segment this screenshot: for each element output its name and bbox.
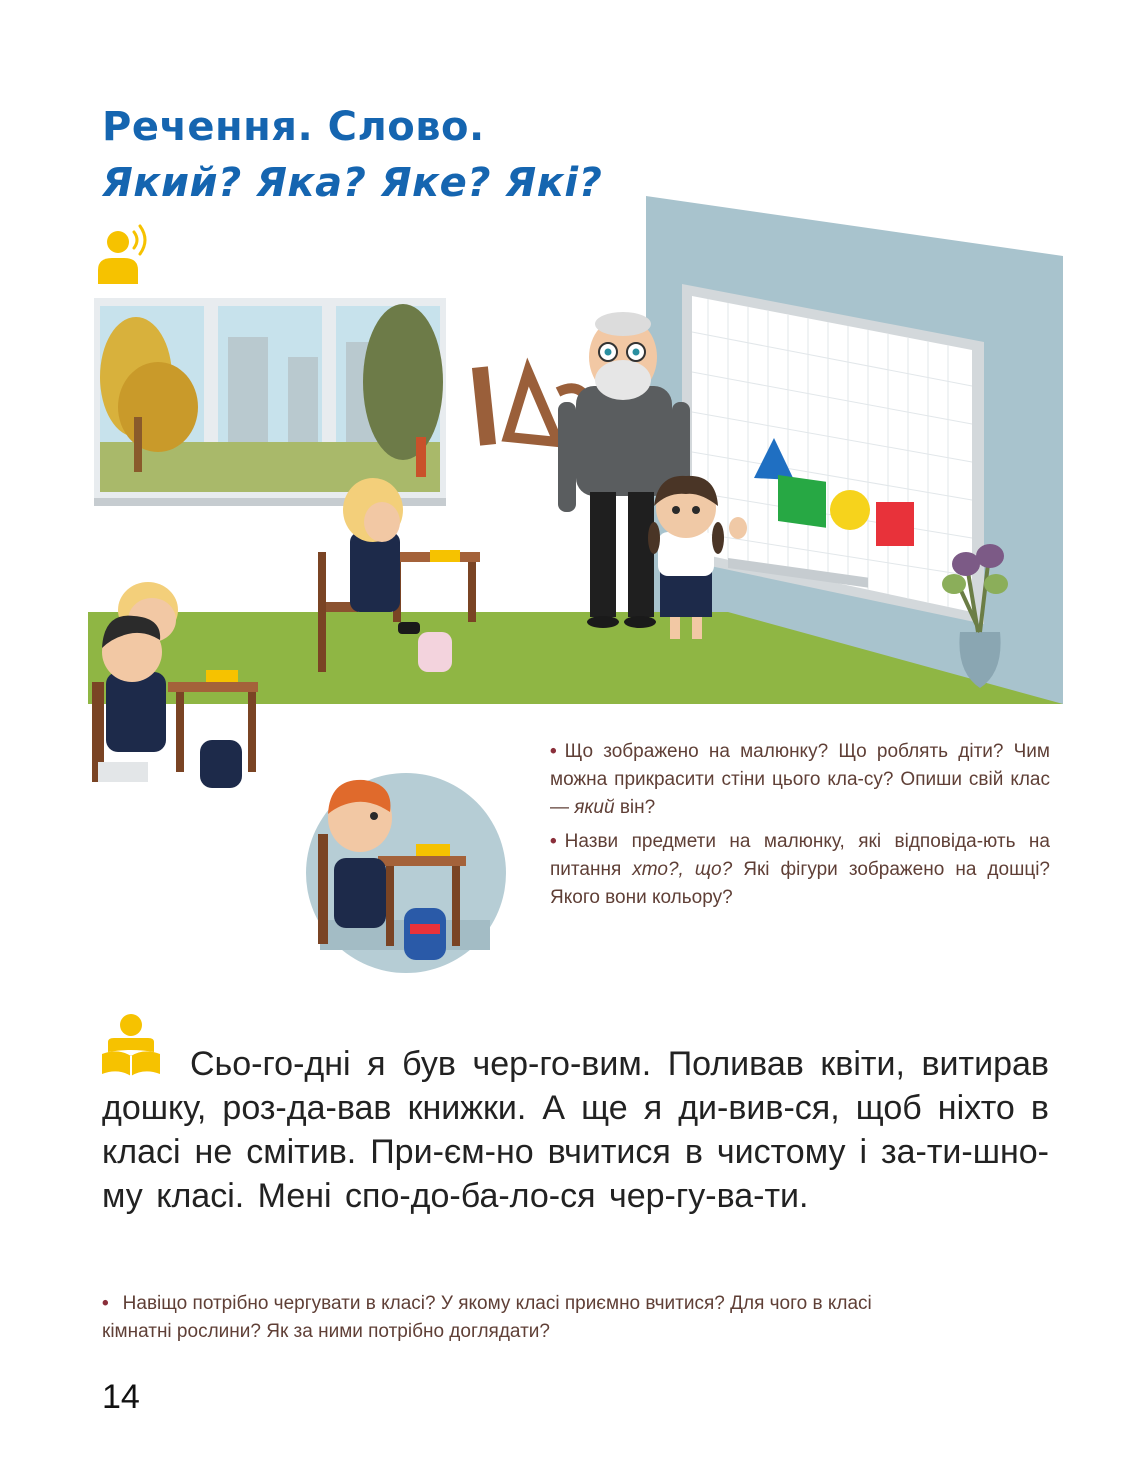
classroom-illustration [88, 192, 1068, 802]
window [94, 298, 446, 506]
discussion-question-text: Навіщо потрібно чергувати в класі? У якому класі приємно вчитися? Для чого в класі кімнатні рослини? Як за ними потрібно доглядати? [102, 1293, 872, 1342]
boy-at-desk-inset [306, 770, 506, 976]
bullet-marker: • [550, 831, 557, 852]
pink-backpack [418, 632, 452, 672]
question-text: Що зображено на малюнку? Що роблять діти? Чим можна прикрасити стіни цього кла-су? Опиши свій клас — [550, 741, 1050, 818]
page-subtitle: Який? Яка? Яке? Які? [102, 160, 603, 206]
navy-backpack [200, 740, 242, 788]
picture-questions [550, 738, 1050, 918]
board-red-square [876, 502, 914, 546]
question-text: Які фігури зображено на дошці? Якого вони кольору? [550, 859, 1051, 908]
page-title: Речення. Слово. [102, 104, 485, 150]
question-text: він? [614, 797, 656, 818]
bullet-marker: • [550, 741, 557, 762]
question-text: Назви предмети на малюнку, які відповіда-ють на питання [550, 831, 1050, 880]
question-emphasis: який [574, 797, 615, 818]
question-item [550, 828, 1050, 912]
bullet-marker: • [102, 1293, 109, 1314]
page-number: 14 [102, 1378, 140, 1416]
question-item [550, 738, 1050, 822]
board-circle [830, 490, 870, 530]
board-green-square [778, 475, 826, 528]
reading-text: Сьо-го-дні я був чер-го-вим. Поливав квіти, витирав дошку, роз-да-вав книжки. А ще я ди-вив-ся, щоб ніхто в класі не смітив. При-єм-но вчитися в чистому і за-ти-шно-му класі. Мені спо-до-ба-ло-ся чер-гу-ва-ти. [102, 1045, 1049, 1215]
discussion-question [102, 1290, 902, 1346]
question-emphasis: хто?, що? [632, 859, 733, 880]
